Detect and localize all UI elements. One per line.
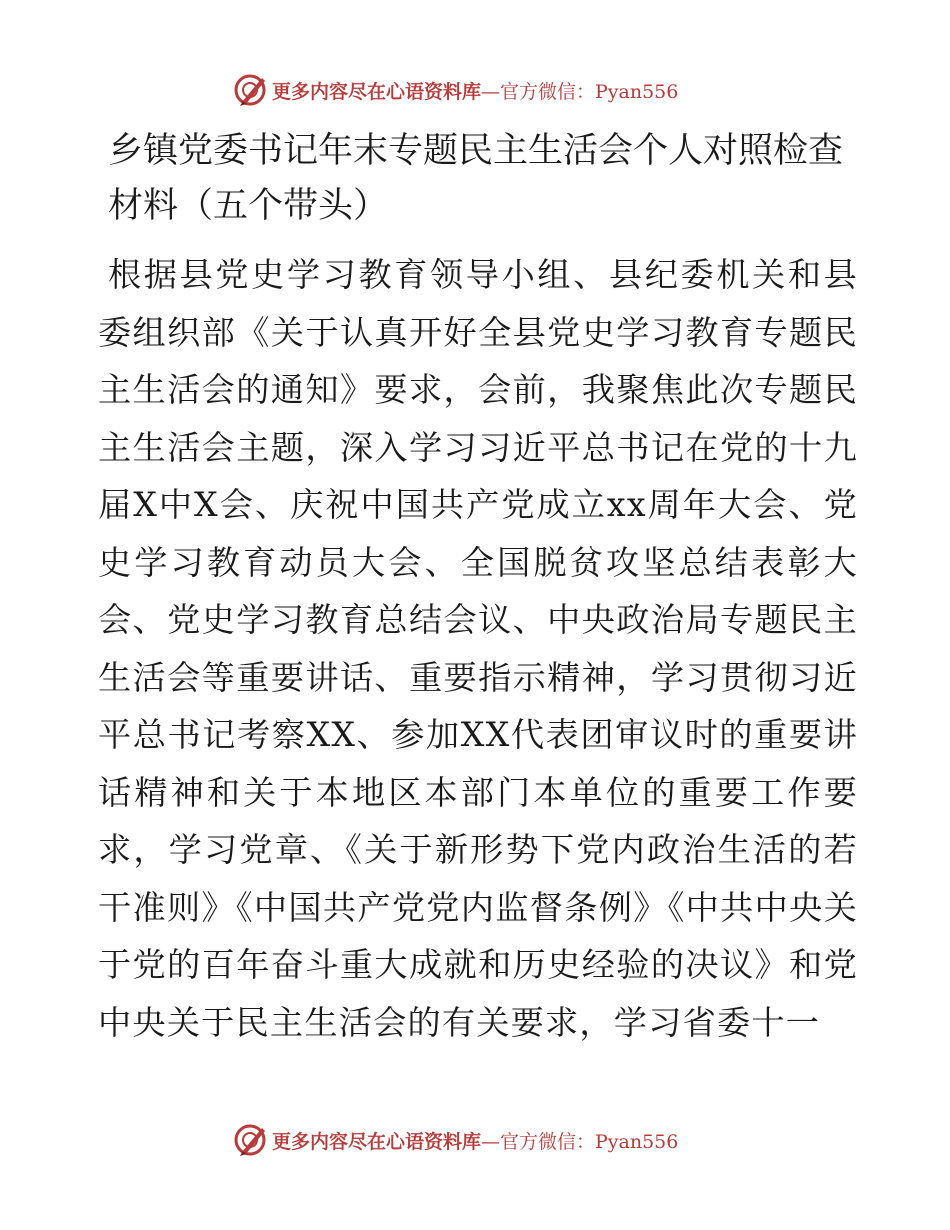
- header-contact-text: —官方微信：Pyan556: [481, 80, 679, 103]
- document-paragraph: 根据县党史学习教育领导小组、县纪委机关和县委组织部《关于认真开好全县党史学习教育专题民主生活会的通知》要求，会前，我聚焦此次专题民主生活会主题，深入学习习近平总书记在党的十九届X中X会、庆祝中国共产党成立xx周年大会、党史学习教育动员大会、全国脱贫攻坚总结表彰大会、党史学习教育总结会议、中央政治局专题民主生活会等重要讲话、重要指示精神，学习贯彻习近平总书记考察XX、参加XX代表团审议时的重要讲话精神和关于本地区本部门本单位的重要工作要求，学习党章、《关于新形势下党内政治生活的若干准则》《中国共产党党内监督条例》《中共中央关于党的百年奋斗重大成就和历史经验的决议》和党中央关于民主生活会的有关要求，学习省委十一: [98, 255, 858, 1042]
- footer-banner: [232, 1120, 752, 1160]
- brush-pen-logo-icon: [232, 72, 268, 108]
- brush-pen-logo-icon: [232, 1122, 268, 1158]
- header-banner: [232, 70, 752, 110]
- document-title: 乡镇党委书记年末专题民主生活会个人对照检查材料（五个带头）: [108, 131, 844, 226]
- footer-contact-text: —官方微信：Pyan556: [481, 1130, 679, 1153]
- document-body: [98, 124, 858, 1051]
- header-site-text: 更多内容尽在心语资料库: [272, 80, 482, 103]
- footer-site-text: 更多内容尽在心语资料库: [272, 1130, 482, 1153]
